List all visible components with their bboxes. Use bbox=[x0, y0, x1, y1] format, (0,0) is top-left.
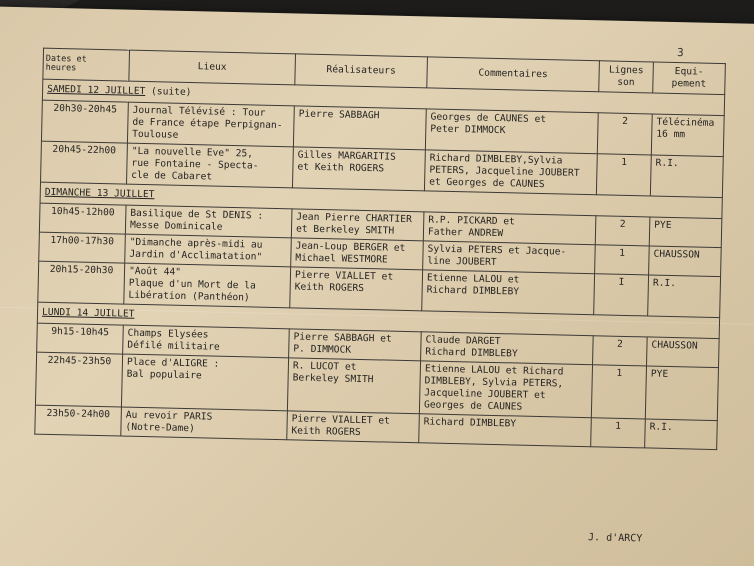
cell-line: Peter DIMMOCK bbox=[430, 123, 506, 137]
cell-line: Richard DIMBLEBY bbox=[425, 346, 518, 360]
lignes-cell: 2 bbox=[597, 113, 652, 155]
cell-line: R.I. bbox=[649, 421, 673, 434]
cell-line: Gilles MARGARITIS bbox=[297, 149, 397, 163]
realisateurs-cell bbox=[293, 106, 426, 150]
realisateurs-cell bbox=[291, 238, 424, 270]
realisateurs-cell bbox=[291, 209, 424, 241]
cell-line: Pierre VIALLET et bbox=[294, 269, 394, 283]
cell-line: Sylvia PETERS et Jacque- bbox=[427, 243, 567, 258]
cell-line: Georges de CAUNES et bbox=[430, 111, 547, 126]
cell-line: "La nouvelle Eve" 25, bbox=[131, 145, 254, 160]
cell-line: Richard DIMBLEBY,Sylvia bbox=[429, 152, 563, 167]
section-title: LUNDI 14 JUILLET bbox=[41, 306, 135, 320]
equipement-cell bbox=[645, 419, 718, 450]
equipement-cell bbox=[651, 114, 724, 157]
lieux-cell bbox=[121, 407, 288, 440]
cell-line: PYE bbox=[650, 368, 669, 380]
cell-line: 16 mm bbox=[656, 128, 686, 141]
lignes-cell: 1 bbox=[591, 418, 646, 448]
realisateurs-cell bbox=[287, 411, 420, 443]
cell-line: Etienne LALOU et Richard bbox=[424, 363, 564, 378]
cell-line: Richard DIMBLEBY bbox=[423, 416, 517, 430]
commentaires-cell bbox=[421, 332, 594, 365]
cell-line: CHAUSSON bbox=[653, 248, 700, 261]
cell-line: R.I. bbox=[652, 277, 677, 290]
lieux-cell bbox=[127, 102, 294, 147]
cell-line: de France étape Perpignan- bbox=[132, 116, 283, 132]
cell-line: Pierre SABBAGH et bbox=[293, 331, 392, 345]
lignes-cell: 1 bbox=[591, 365, 646, 419]
cell-line: Libération (Panthéon) bbox=[128, 289, 250, 304]
cell-line: Messe Dominicale bbox=[129, 219, 223, 233]
cell-line: line JOUBERT bbox=[427, 255, 497, 269]
section-title: DIMANCHE 13 JUILLET bbox=[44, 186, 155, 201]
header-lieux: Lieux bbox=[129, 50, 296, 85]
commentaires-cell bbox=[422, 270, 595, 315]
time-cell: 22h45-23h50 bbox=[35, 352, 122, 407]
cell-line: CHAUSSON bbox=[651, 339, 698, 352]
cell-line: Pierre SABBAGH bbox=[298, 108, 380, 122]
header-lignes: Lignes son bbox=[599, 61, 654, 93]
section-title: SAMEDI 12 JUILLET bbox=[47, 83, 146, 97]
time-cell: 20h15-20h30 bbox=[38, 261, 125, 304]
schedule-table bbox=[34, 48, 726, 450]
realisateurs-cell bbox=[290, 267, 423, 311]
lieux-cell bbox=[125, 234, 292, 267]
cell-line: (Notre-Dame) bbox=[125, 421, 195, 435]
header-realisateurs: Réalisateurs bbox=[295, 54, 428, 88]
lieux-cell bbox=[124, 263, 291, 308]
lieux-cell bbox=[121, 354, 288, 411]
cell-line: Jacqueline JOUBERT et bbox=[424, 387, 546, 402]
lieux-cell bbox=[126, 143, 293, 188]
cell-line: Father ANDREW bbox=[427, 226, 504, 240]
cell-line: Toulouse bbox=[132, 128, 179, 141]
commentaires-cell bbox=[425, 109, 598, 154]
cell-line: et Keith ROGERS bbox=[297, 161, 385, 175]
document-page bbox=[0, 6, 754, 566]
cell-line: Etienne LALOU et bbox=[426, 272, 520, 286]
cell-line: rue Fontaine - Specta- bbox=[131, 157, 259, 172]
equipement-cell bbox=[645, 366, 718, 421]
cell-line: R.P. PICKARD et bbox=[428, 214, 516, 228]
time-cell: 23h50-24h00 bbox=[35, 405, 122, 436]
commentaires-cell bbox=[419, 361, 592, 418]
commentaires-cell bbox=[423, 212, 596, 245]
realisateurs-cell bbox=[287, 358, 420, 414]
cell-line: Bal populaire bbox=[126, 368, 202, 382]
cell-line: Champs Elysées bbox=[127, 327, 209, 341]
cell-line: Télécinéma bbox=[656, 116, 715, 129]
cell-line: Place d'ALIGRE : bbox=[126, 356, 220, 370]
cell-line: Plaque d'un Mort de la bbox=[128, 277, 256, 292]
cell-line: Au revoir PARIS bbox=[125, 409, 213, 423]
cell-line: Pierre VIALLET et bbox=[291, 413, 391, 427]
schedule-body bbox=[35, 79, 725, 449]
signature: J. d'ARCY bbox=[587, 532, 643, 545]
cell-line: et Berkeley SMITH bbox=[295, 223, 395, 237]
header-dates: Dates et heures bbox=[43, 48, 130, 81]
cell-line: Richard DIMBLEBY bbox=[426, 284, 520, 298]
cell-line: Berkeley SMITH bbox=[292, 372, 374, 386]
cell-line: et Georges de CAUNES bbox=[429, 176, 545, 191]
cell-line: Michael WESTMORE bbox=[295, 252, 388, 266]
header-commentaires: Commentaires bbox=[427, 57, 600, 92]
time-cell: 20h30-20h45 bbox=[41, 100, 128, 143]
cell-line: cle de Cabaret bbox=[131, 169, 213, 183]
realisateurs-cell bbox=[292, 147, 425, 191]
time-cell: 17h00-17h30 bbox=[39, 232, 126, 263]
lignes-cell: 2 bbox=[595, 216, 650, 246]
cell-line: R.I. bbox=[655, 157, 679, 170]
cell-line: PYE bbox=[654, 219, 672, 231]
cell-line: P. DIMMOCK bbox=[293, 343, 352, 356]
equipement-cell bbox=[647, 337, 720, 368]
time-cell: 20h45-22h00 bbox=[41, 141, 128, 184]
cell-line: Basilique de St DENIS : bbox=[130, 207, 264, 222]
lignes-cell: 1 bbox=[595, 245, 650, 275]
section-suffix: (suite) bbox=[150, 86, 192, 99]
cell-line: Défilé militaire bbox=[127, 339, 220, 353]
cell-line: R. LUCOT et bbox=[292, 360, 357, 373]
lieux-cell bbox=[125, 205, 292, 238]
cell-line: Jean-Loup BERGER et bbox=[295, 240, 406, 254]
cell-line: PETERS, Jacqueline JOUBERT bbox=[429, 164, 580, 179]
lignes-cell: I bbox=[594, 274, 649, 316]
cell-line: "Août 44" bbox=[128, 265, 182, 278]
lieux-cell bbox=[123, 325, 290, 358]
lignes-cell: 1 bbox=[596, 154, 651, 196]
cell-line: Jean Pierre CHARTIER bbox=[296, 211, 412, 226]
cell-line: Georges de CAUNES bbox=[423, 399, 523, 413]
cell-line: Keith ROGERS bbox=[294, 281, 365, 295]
cell-line: DIMBLEBY, Sylvia PETERS, bbox=[424, 375, 564, 390]
cell-line: Jardin d'Acclimatation" bbox=[129, 248, 263, 263]
commentaires-cell bbox=[419, 414, 592, 447]
commentaires-cell bbox=[423, 241, 596, 274]
equipement-cell bbox=[650, 155, 723, 198]
commentaires-cell bbox=[424, 150, 597, 195]
page-number: 3 bbox=[676, 46, 684, 60]
equipement-cell bbox=[649, 217, 722, 248]
cell-line: Claude DARGET bbox=[425, 334, 501, 348]
time-cell: 9h15-10h45 bbox=[37, 323, 124, 354]
equipement-cell bbox=[649, 246, 722, 277]
cell-line: Keith ROGERS bbox=[291, 425, 361, 438]
realisateurs-cell bbox=[289, 329, 422, 361]
cell-line: Journal Télévisé : Tour bbox=[132, 104, 266, 119]
cell-line: "Dimanche après-midi au bbox=[129, 236, 263, 251]
header-equipement: Equi- pement bbox=[653, 62, 726, 95]
time-cell: 10h45-12h00 bbox=[39, 203, 126, 234]
lignes-cell: 2 bbox=[593, 336, 648, 366]
equipement-cell bbox=[648, 275, 721, 318]
